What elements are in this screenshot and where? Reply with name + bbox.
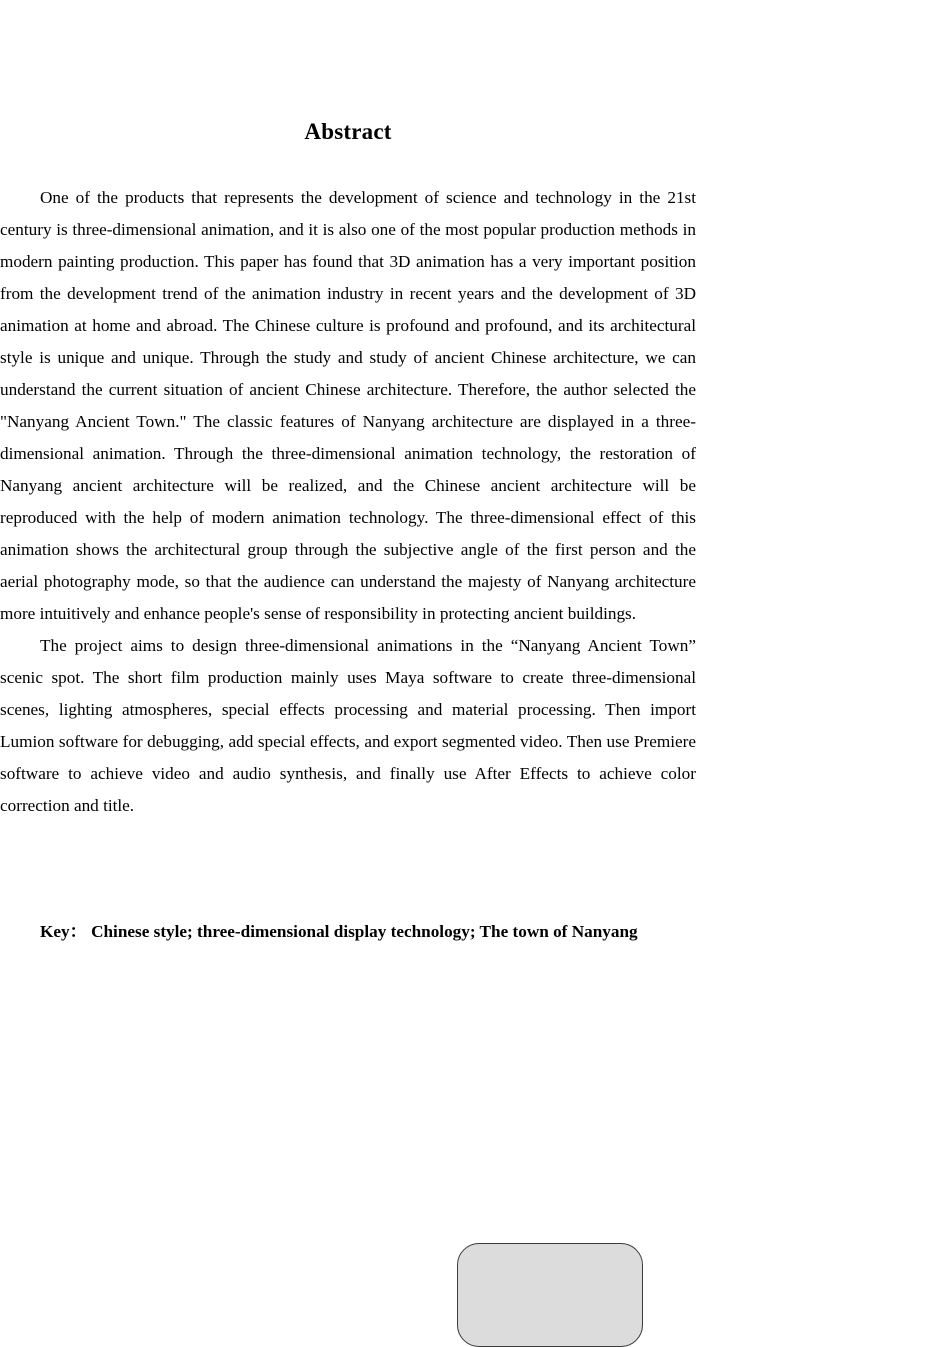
- page-title: Abstract: [304, 119, 392, 144]
- rounded-rectangle-shape: [457, 1243, 643, 1347]
- paragraph-2: The project aims to design three-dimensional animations in the “Nanyang Ancient Town” scenic spot. The short film production mainly uses Maya software to create three-dimensional scenes, lighting atmospheres, special effects processing and material processing. Then import Lumion software for debugging, add special effects, and export segmented video. Then use Premiere software to achieve video and audio synthesis, and finally use After Effects to achieve color correction and title.: [0, 636, 696, 815]
- paragraph-1: One of the products that represents the development of science and technology in the 21st century is three-dimensional animation, and it is also one of the most popular production methods in modern painting production. This paper has found that 3D animation has a very important position from the development trend of the animation industry in recent years and the development of 3D animation at home and abroad. The Chinese culture is profound and profound, and its architectural style is unique and unique. Through the study and study of ancient Chinese architecture, we can understand the current situation of ancient Chinese architecture. Therefore, the author selected the "Nanyang Ancient Town." The classic features of Nanyang architecture are displayed in a three-dimensional animation. Through the three-dimensional animation technology, the restoration of Nanyang ancient architecture will be realized, and the Chinese ancient architecture will be reproduced with the help of modern animation technology. The three-dimensional effect of this animation shows the architectural group through the subjective angle of the first person and the aerial photography mode, so that the audience can understand the majesty of Nanyang architecture more intuitively and enhance people's sense of responsibility in protecting ancient buildings.: [0, 188, 696, 623]
- keywords-line: Key： Chinese style; three-dimensional display technology; The town of Nanyang: [40, 922, 638, 941]
- keywords-section: [0, 916, 696, 948]
- abstract-body: [0, 182, 696, 822]
